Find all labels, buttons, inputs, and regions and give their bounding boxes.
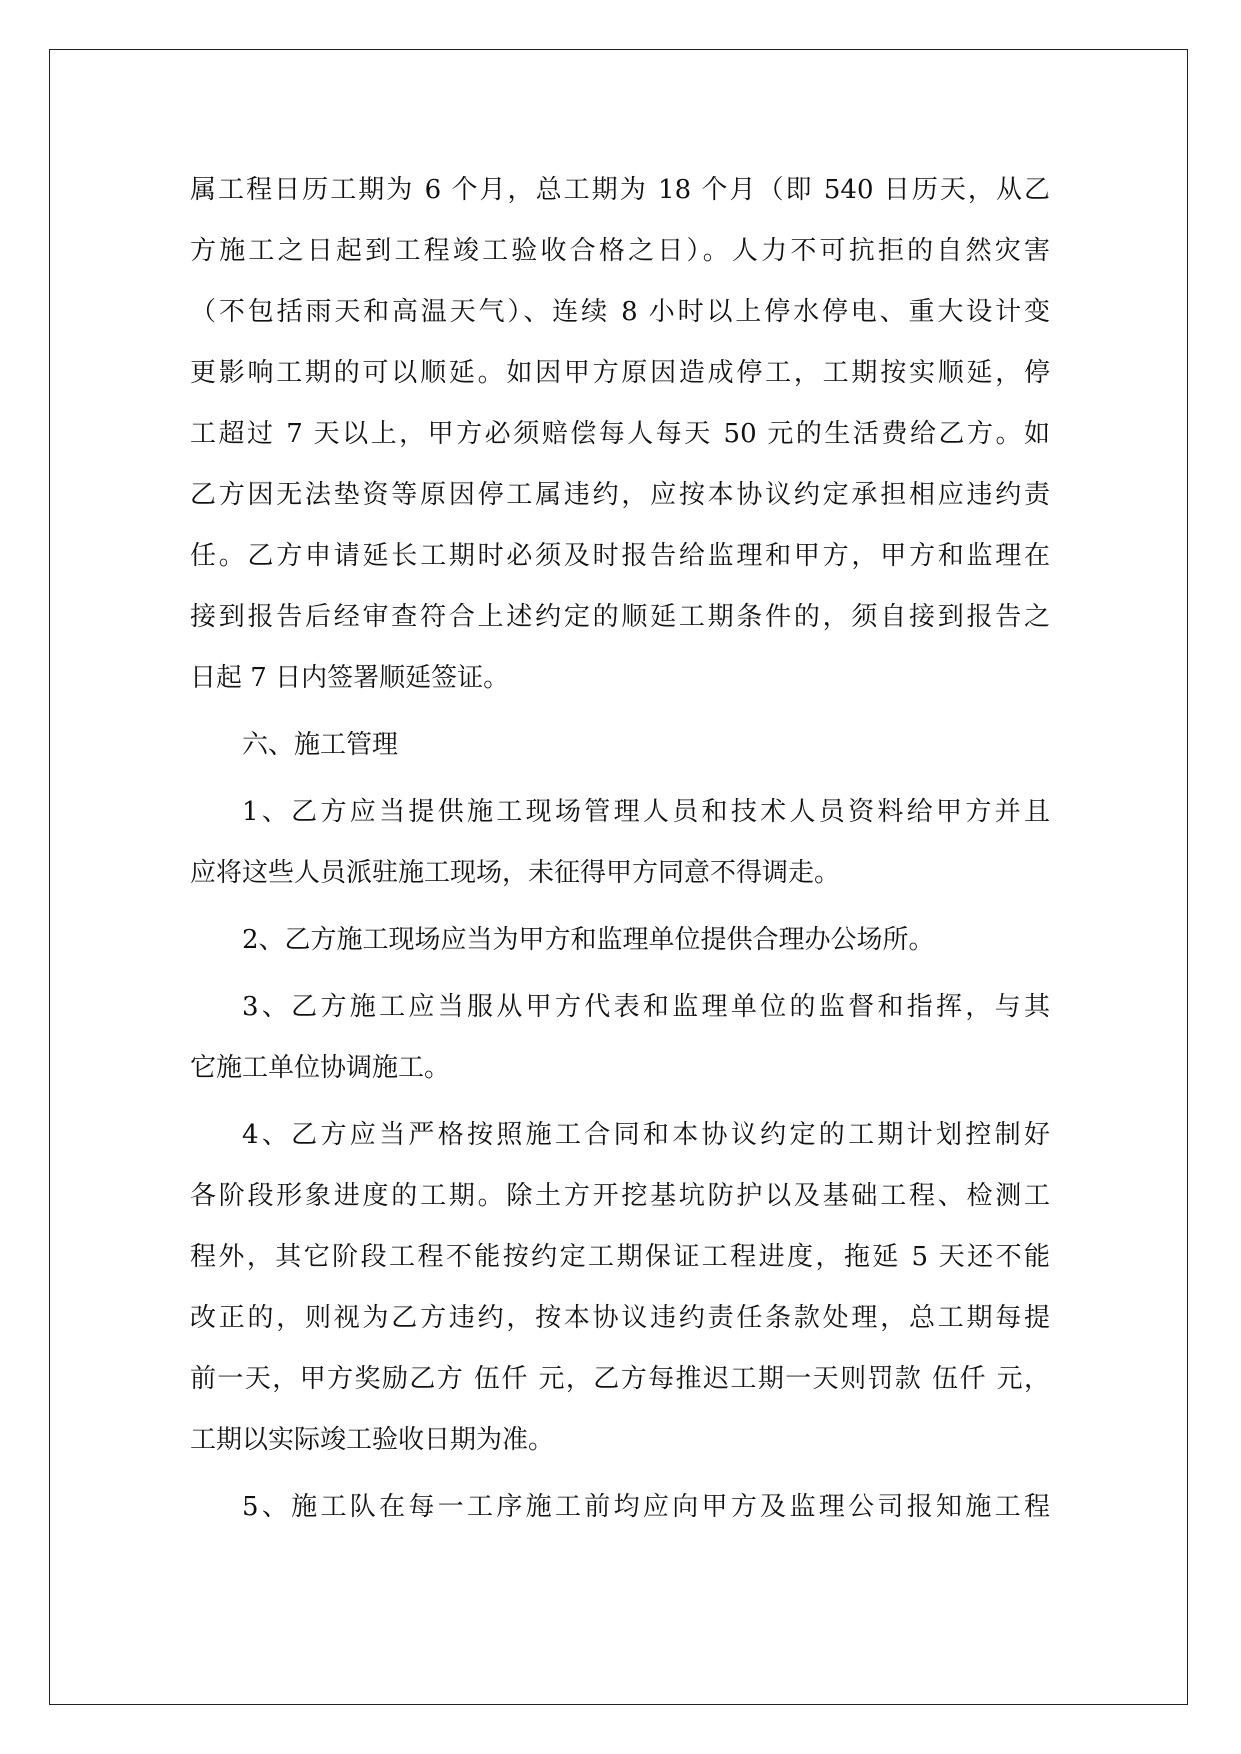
paragraph-schedule-extension <box>190 160 1050 709</box>
text-line: 任。乙方申请延长工期时必须及时报告给监理和甲方，甲方和监理在 <box>190 541 1050 571</box>
clause-item-4 <box>190 1105 1050 1471</box>
text-line: 方施工之日起到工程竣工验收合格之日）。人力不可抗拒的自然灾害 <box>190 236 1050 266</box>
text-line: 接到报告后经审查符合上述约定的顺延工期条件的，须自接到报告之 <box>190 602 1050 632</box>
document-body <box>190 160 1050 1538</box>
section-heading-construction-management <box>190 715 1050 776</box>
clause-item-3 <box>190 977 1050 1099</box>
text-line: 工期以实际竣工验收日期为准。 <box>190 1425 555 1455</box>
clause-item-2 <box>190 910 1050 971</box>
text-line: 前一天，甲方奖励乙方 伍仟 元，乙方每推迟工期一天则罚款 伍仟 元， <box>190 1364 1050 1394</box>
text-line: 日起 7 日内签署顺延签证。 <box>190 663 510 693</box>
text-line: 改正的，则视为乙方违约，按本协议违约责任条款处理，总工期每提 <box>190 1303 1050 1333</box>
text-line: 1、乙方应当提供施工现场管理人员和技术人员资料给甲方并且 <box>242 797 1050 827</box>
text-line: （不包括雨天和高温天气）、连续 8 小时以上停水停电、重大设计变 <box>190 297 1050 327</box>
text-line: 各阶段形象进度的工期。除土方开挖基坑防护以及基础工程、检测工 <box>190 1181 1050 1211</box>
text-line: 5、施工队在每一工序施工前均应向甲方及监理公司报知施工程 <box>242 1492 1050 1522</box>
text-line: 它施工单位协调施工。 <box>190 1053 451 1083</box>
clause-item-1 <box>190 782 1050 904</box>
section-heading: 六、施工管理 <box>242 730 399 760</box>
text-line: 2、乙方施工现场应当为甲方和监理单位提供合理办公场所。 <box>242 925 935 955</box>
text-line: 3、乙方施工应当服从甲方代表和监理单位的监督和指挥，与其 <box>242 992 1050 1022</box>
text-line: 属工程日历工期为 6 个月，总工期为 18 个月（即 540 日历天，从乙 <box>190 175 1050 205</box>
clause-item-5 <box>190 1477 1050 1538</box>
text-line: 工超过 7 天以上，甲方必须赔偿每人每天 50 元的生活费给乙方。如 <box>190 419 1050 449</box>
text-line: 应将这些人员派驻施工现场，未征得甲方同意不得调走。 <box>190 858 841 888</box>
text-line: 乙方因无法垫资等原因停工属违约，应按本协议约定承担相应违约责 <box>190 480 1050 510</box>
text-line: 4、乙方应当严格按照施工合同和本协议约定的工期计划控制好 <box>242 1120 1050 1150</box>
text-line: 更影响工期的可以顺延。如因甲方原因造成停工，工期按实顺延，停 <box>190 358 1050 388</box>
text-line: 程外，其它阶段工程不能按约定工期保证工程进度，拖延 5 天还不能 <box>190 1242 1050 1272</box>
